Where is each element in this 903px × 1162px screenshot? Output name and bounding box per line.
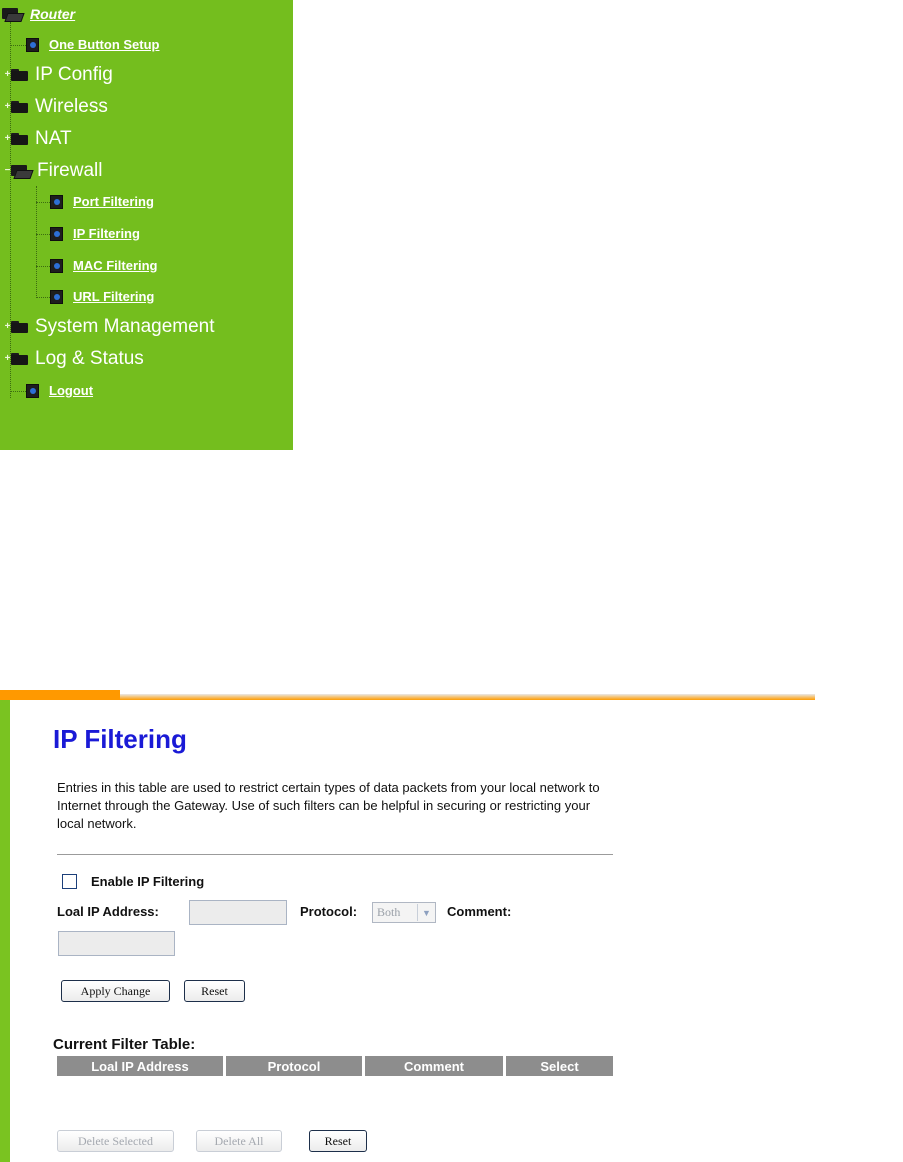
tree-line: [36, 266, 50, 267]
page-title: IP Filtering: [53, 724, 187, 754]
section-divider: [57, 854, 613, 855]
nav-folder-label[interactable]: Wireless: [35, 96, 108, 117]
nav-item-label[interactable]: Logout: [49, 383, 94, 398]
nav-item-ip-filtering[interactable]: [50, 226, 140, 241]
open-folder-icon: [2, 8, 22, 21]
nav-item-url-filtering[interactable]: [50, 289, 154, 304]
protocol-select-value: Both: [377, 905, 401, 919]
nav-item-label[interactable]: IP Filtering: [73, 226, 140, 241]
reset-form-button[interactable]: Reset: [184, 980, 245, 1002]
header-accent-bar: [0, 690, 120, 700]
navigation-tree: [0, 0, 293, 450]
nav-item-label[interactable]: URL Filtering: [73, 289, 155, 304]
open-folder-icon: [11, 165, 31, 178]
filter-table-header: [57, 1056, 613, 1076]
local-ip-address-label: Loal IP Address:: [57, 904, 159, 919]
enable-ip-filtering-checkbox[interactable]: [62, 874, 77, 889]
delete-selected-button[interactable]: Delete Selected: [57, 1130, 174, 1152]
nav-folder-ip-config[interactable]: [4, 64, 113, 86]
column-header-local-ip: Loal IP Address: [57, 1056, 226, 1076]
nav-item-label[interactable]: MAC Filtering: [73, 258, 158, 273]
local-ip-address-input[interactable]: [189, 900, 287, 925]
expand-icon[interactable]: +: [4, 321, 11, 332]
folder-icon: [11, 353, 29, 365]
collapse-icon[interactable]: −: [4, 165, 11, 176]
tree-line: [10, 45, 26, 46]
protocol-select[interactable]: [372, 902, 436, 923]
tree-line: [10, 391, 26, 392]
filter-table-title: Current Filter Table:: [53, 1036, 196, 1053]
comment-label: Comment:: [447, 904, 512, 919]
nav-folder-nat[interactable]: [4, 128, 72, 150]
nav-folder-label[interactable]: System Management: [35, 316, 215, 337]
nav-item-label[interactable]: Port Filtering: [73, 194, 154, 209]
apply-change-button[interactable]: Apply Change: [61, 980, 170, 1002]
expand-icon[interactable]: +: [4, 69, 11, 80]
panel-left-border: [0, 700, 10, 1162]
nav-item-port-filtering[interactable]: [50, 194, 154, 209]
page-description: Entries in this table are used to restrict certain types of data packets from your local network to Internet through the Gateway. Use of such filters can be helpful in securing or restricting your local network.: [57, 780, 600, 831]
folder-icon: [11, 133, 29, 145]
nav-folder-firewall[interactable]: [4, 160, 102, 182]
nav-item-mac-filtering[interactable]: [50, 258, 158, 273]
folder-icon: [11, 101, 29, 113]
delete-all-button[interactable]: Delete All: [196, 1130, 282, 1152]
nav-folder-system-management[interactable]: [4, 316, 215, 338]
tree-line: [36, 234, 50, 235]
enable-ip-filtering-row: [62, 874, 204, 889]
page-icon: [50, 227, 63, 241]
tree-line: [36, 202, 50, 203]
reset-table-button[interactable]: Reset: [309, 1130, 367, 1152]
nav-folder-label[interactable]: Firewall: [37, 160, 103, 181]
folder-icon: [11, 321, 29, 333]
expand-icon[interactable]: +: [4, 133, 11, 144]
tree-line: [36, 297, 50, 298]
header-line: [120, 694, 815, 700]
folder-icon: [11, 69, 29, 81]
nav-folder-log-status[interactable]: [4, 348, 144, 370]
page-icon: [50, 290, 63, 304]
column-header-protocol: Protocol: [226, 1056, 365, 1076]
nav-item-one-button-setup[interactable]: [26, 37, 160, 52]
tree-root-router[interactable]: [2, 6, 75, 22]
page-icon: [50, 259, 63, 273]
nav-folder-label[interactable]: IP Config: [35, 64, 113, 85]
ip-filtering-panel: [0, 690, 903, 1162]
nav-folder-wireless[interactable]: [4, 96, 108, 118]
page-icon: [50, 195, 63, 209]
comment-input[interactable]: [58, 931, 175, 956]
page-icon: [26, 384, 39, 398]
nav-folder-label[interactable]: Log & Status: [35, 348, 144, 369]
expand-icon[interactable]: +: [4, 353, 11, 364]
column-header-comment: Comment: [365, 1056, 506, 1076]
expand-icon[interactable]: +: [4, 101, 11, 112]
nav-item-logout[interactable]: [26, 383, 93, 398]
enable-ip-filtering-label: Enable IP Filtering: [91, 874, 205, 889]
protocol-label: Protocol:: [300, 904, 358, 919]
nav-folder-label[interactable]: NAT: [35, 128, 72, 149]
nav-item-label[interactable]: One Button Setup: [49, 37, 160, 52]
page-icon: [26, 38, 39, 52]
tree-root-label[interactable]: Router: [30, 6, 76, 22]
chevron-down-icon[interactable]: ▼: [417, 904, 435, 921]
column-header-select: Select: [506, 1056, 613, 1076]
